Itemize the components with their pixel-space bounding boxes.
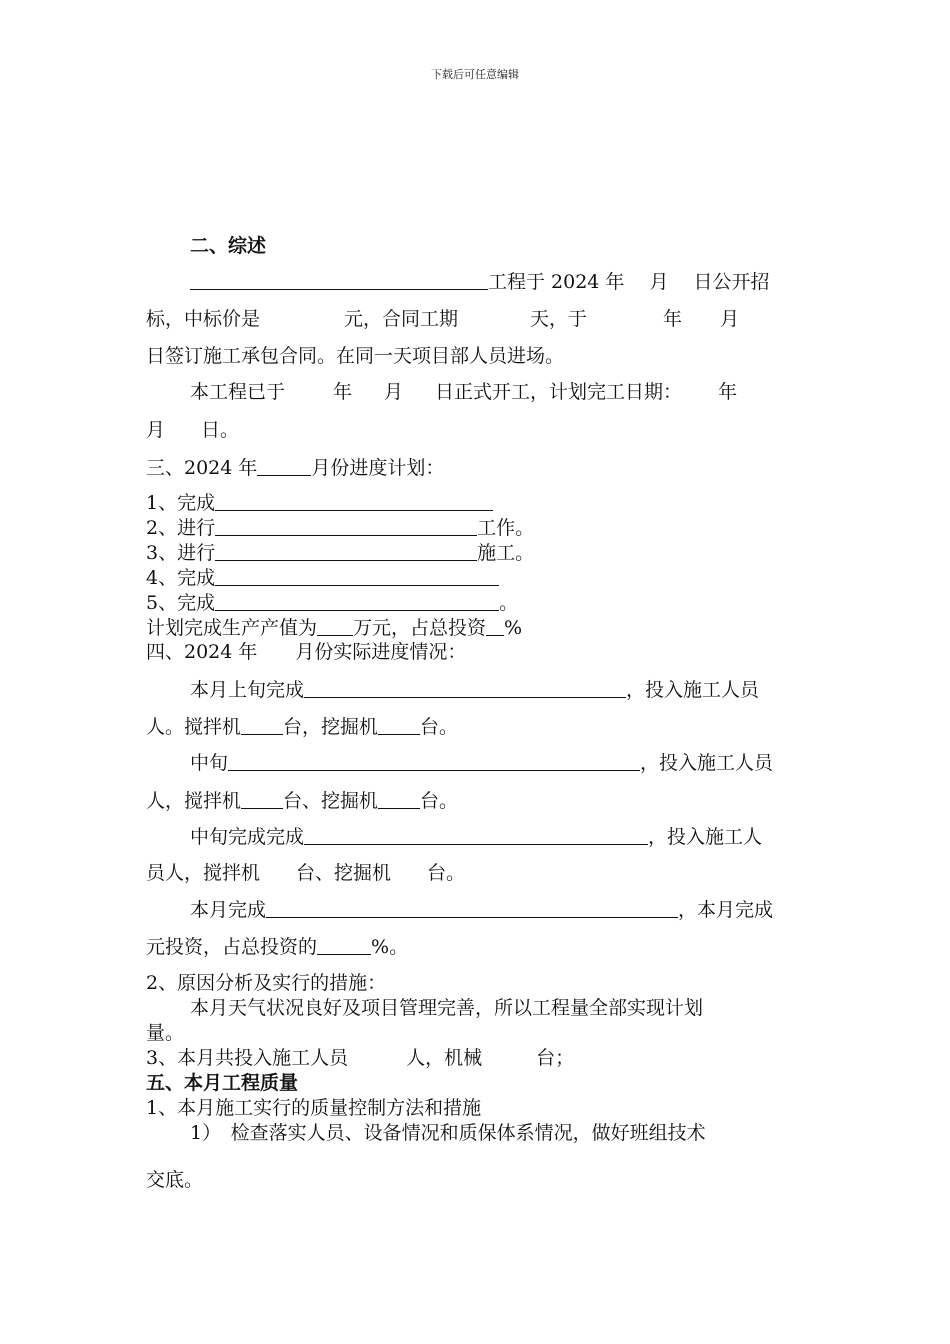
s4-row-8: 元投资，占总投资的 %。	[146, 936, 409, 958]
investment-line: 3、本月共投入施工人员 人，机械 台；	[146, 1047, 575, 1069]
s4-row-7: 本月完成 ，本月完成	[190, 899, 774, 921]
reason-body: 本月天气状况良好及项目管理完善，所以工程量全部实现计划	[190, 997, 704, 1019]
reason-body-cont: 量。	[146, 1022, 185, 1044]
s4-row-3: 中旬 ，投入施工人员	[190, 752, 774, 774]
quality-subtitle: 1、本月施工实行的质量控制方法和措施	[146, 1097, 482, 1119]
s4-row-4: 人，搅拌机 台、挖掘机 台。	[146, 790, 459, 812]
section-2-title: 二、综述	[190, 235, 267, 257]
plan-item: 5、完成 。	[146, 592, 519, 614]
planned-output-line: 计划完成生产产值为 万元，占总投资 %	[146, 617, 523, 639]
section-4-title: 四、2024 年 月份实际进度情况：	[146, 641, 467, 663]
quality-item-1: 1） 检查落实人员、设备情况和质保体系情况，做好班组技术	[190, 1122, 706, 1144]
s2-line-3: 日签订施工承包合同。在同一天项目部人员进场。	[146, 345, 565, 367]
plan-item: 2、进行 工作。	[146, 517, 535, 539]
s4-row-6: 员人，搅拌机 台、挖掘机 台。	[146, 862, 466, 884]
s2-line-2: 标，中标价是 元，合同工期 天，于 年 月	[146, 308, 740, 330]
s4-row-2: 人。搅拌机 台，挖掘机 台。	[146, 716, 459, 738]
reason-title: 2、原因分析及实行的措施：	[146, 972, 387, 994]
plan-item: 1、完成	[146, 490, 493, 515]
project-name-blank	[190, 269, 488, 290]
s2-line-4: 本工程已于 年 月 日正式开工，计划完工日期： 年	[190, 381, 738, 403]
plan-item: 4、完成	[146, 565, 499, 590]
section-5-title: 五、本月工程质量	[146, 1072, 299, 1094]
plan-item: 3、进行 施工。	[146, 542, 535, 564]
s2-line-1: 工程于 2024 年 月 日公开招	[190, 269, 770, 294]
s2-line-5: 月 日。	[146, 419, 240, 441]
s4-row-5: 中旬完成完成 ，投入施工人	[190, 826, 763, 848]
quality-item-1-cont: 交底。	[146, 1169, 204, 1191]
page-header: 下载后可任意编辑	[431, 68, 519, 81]
section-3-title: 三、2024 年 月份进度计划：	[146, 457, 445, 479]
s4-row-1: 本月上旬完成 ，投入施工人员	[190, 679, 760, 701]
